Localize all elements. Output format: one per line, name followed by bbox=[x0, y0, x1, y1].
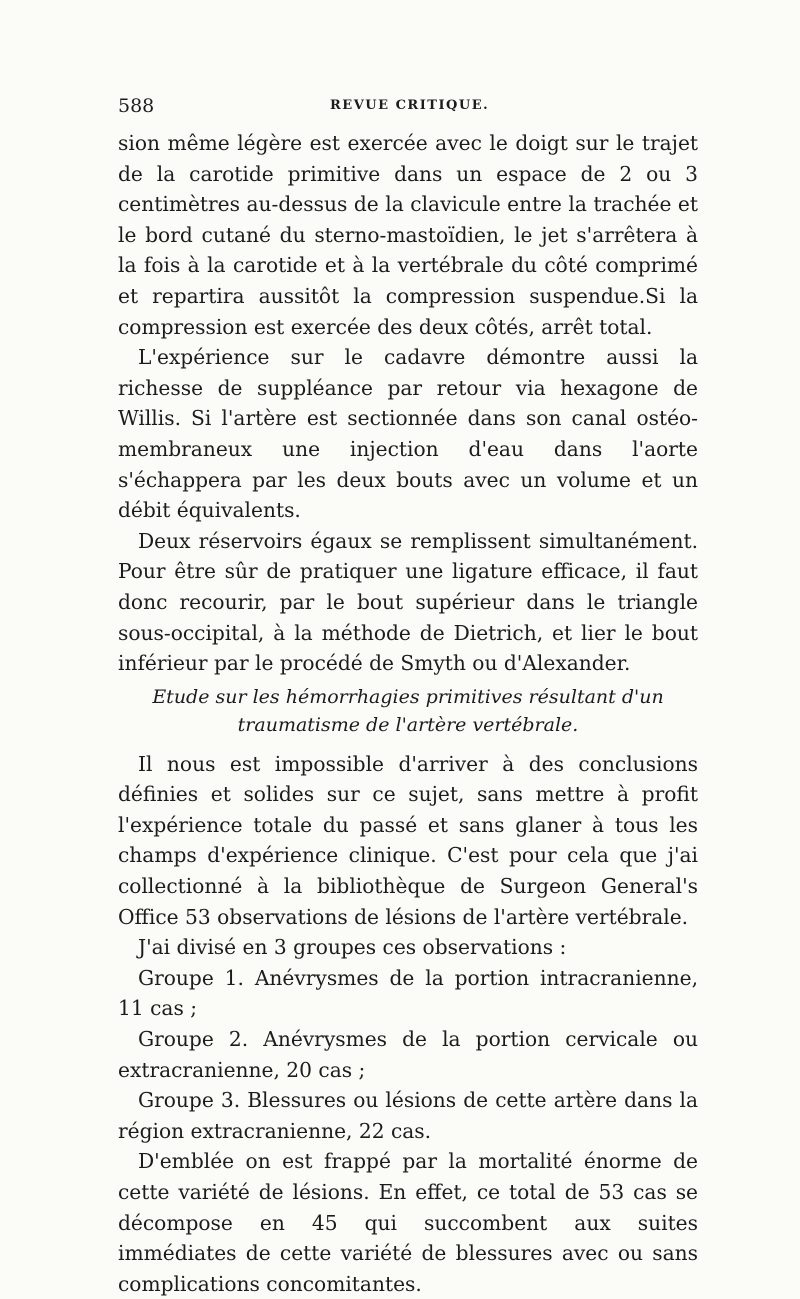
paragraph: Deux réservoirs égaux se remplissent simultanément. Pour être sûr de pratiquer une ligature efficace, il faut donc recourir, par le bout supérieur dans le triangle sous-occipital, à la méthode de Dietrich, et lier le bout inférieur par le procédé de Smyth ou d'Alexander. bbox=[118, 528, 698, 676]
paragraph: J'ai divisé en 3 groupes ces observations : bbox=[138, 935, 567, 960]
group-item: Groupe 1. Anévrysmes de la portion intracranienne, 11 cas ; bbox=[118, 965, 698, 1021]
page-number: 588 bbox=[118, 95, 155, 117]
section-heading: Etude sur les hémorrhagies primitives résultant d'un traumatisme de l'artère vertébrale. bbox=[152, 685, 664, 736]
page-header bbox=[118, 95, 698, 125]
paragraph: sion même légère est exercée avec le doigt sur le trajet de la carotide primitive dans un espace de 2 ou 3 centimètres au-dessus de la clavicule entre la trachée et le bord cutané du sterno-mastoïdien, le jet s'arrêtera à la fois à la carotide et à la vertébrale du côté comprimé et repartira aussitôt la compression suspendue.Si la compression est exercée des deux côtés, arrêt total. bbox=[118, 131, 698, 339]
paragraph: L'expérience sur le cadavre démontre aussi la richesse de suppléance par retour via hexagone de Willis. Si l'artère est sectionnée dans son canal ostéo-membraneux une injection d'eau dans l'aorte s'échappera par les deux bouts avec un volume et un débit équivalents. bbox=[118, 345, 698, 523]
body-text bbox=[118, 128, 698, 1299]
group-item: Groupe 3. Blessures ou lésions de cette artère dans la région extracranienne, 22 cas. bbox=[118, 1088, 698, 1143]
paragraph: Il nous est impossible d'arriver à des conclusions définies et solides sur ce sujet, sans mettre à profit l'expérience totale du passé et sans glaner à tous les champs d'expérience clinique. C'est pour cela que j'ai collectionné à la bibliothèque de Surgeon General's Office 53 observations de lésions de l'artère vertébrale. bbox=[118, 751, 698, 929]
paragraph: D'emblée on est frappé par la mortalité énorme de cette variété de lésions. En effet, ce total de 53 cas se décompose en 45 qui succombent aux suites immédiates de cette variété de blessures avec ou sans complications concomitantes. bbox=[118, 1149, 698, 1296]
group-item: Groupe 2. Anévrysmes de la portion cervicale ou extracranienne, 20 cas ; bbox=[118, 1027, 698, 1082]
running-head: REVUE CRITIQUE. bbox=[330, 98, 490, 113]
